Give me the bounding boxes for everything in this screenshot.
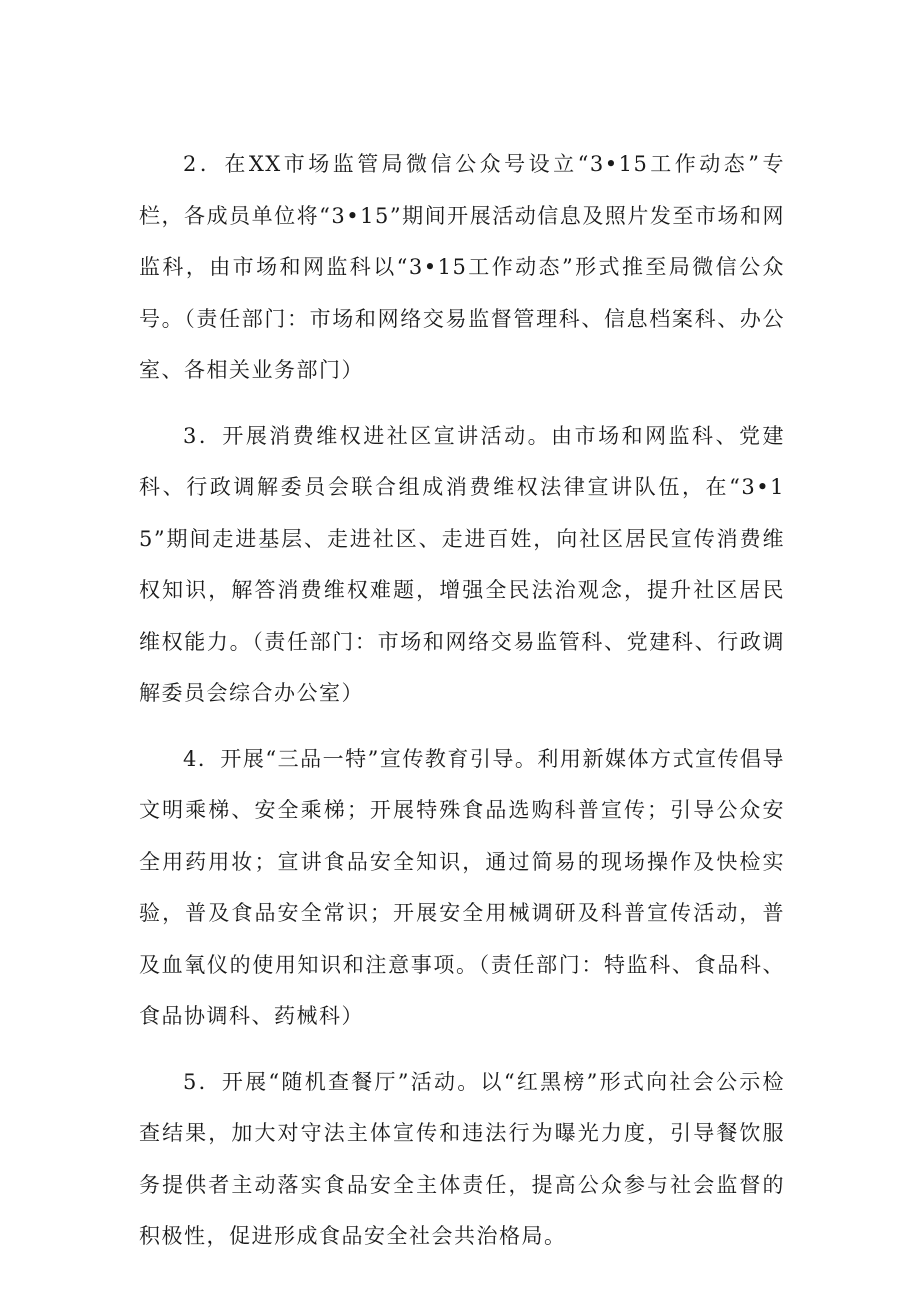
paragraph-item-4: 4．开展“三品一特”宣传教育引导。利用新媒体方式宣传倡导文明乘梯、安全乘梯；开展特殊食品选购科普宣传；引导公众安全用药用妆；宣讲食品安全知识，通过简易的现场操作及快检实验，普及食品安全常识；开展安全用械调研及科普宣传活动，普及血氧仪的使用知识和注意事项。（责任部门：特监科、食品科、食品协调科、药械科） xyxy=(139,746,785,1028)
paragraph-item-2: 2．在XX市场监管局微信公众号设立“3•15工作动态”专栏，各成员单位将“3•15”期间开展活动信息及照片发至市场和网监科，由市场和网监科以“3•15工作动态”形式推至局微信公众号。（责任部门：市场和网络交易监督管理科、信息档案科、办公室、各相关业务部门） xyxy=(139,152,785,382)
paragraph-item-5: 5．开展“随机查餐厅”活动。以“红黑榜”形式向社会公示检查结果，加大对守法主体宣传和违法行为曝光力度，引导餐饮服务提供者主动落实食品安全主体责任，提高公众参与社会监督的积极性，促进形成食品安全社会共治格局。 xyxy=(139,1069,785,1248)
paragraph-item-3: 3．开展消费维权进社区宣讲活动。由市场和网监科、党建科、行政调解委员会联合组成消费维权法律宣讲队伍，在“3•15”期间走进基层、走进社区、走进百姓，向社区居民宣传消费维权知识，解答消费维权难题，增强全民法治观念，提升社区居民维权能力。（责任部门：市场和网络交易监管科、党建科、行政调解委员会综合办公室） xyxy=(139,423,785,705)
document-body xyxy=(139,139,785,1277)
